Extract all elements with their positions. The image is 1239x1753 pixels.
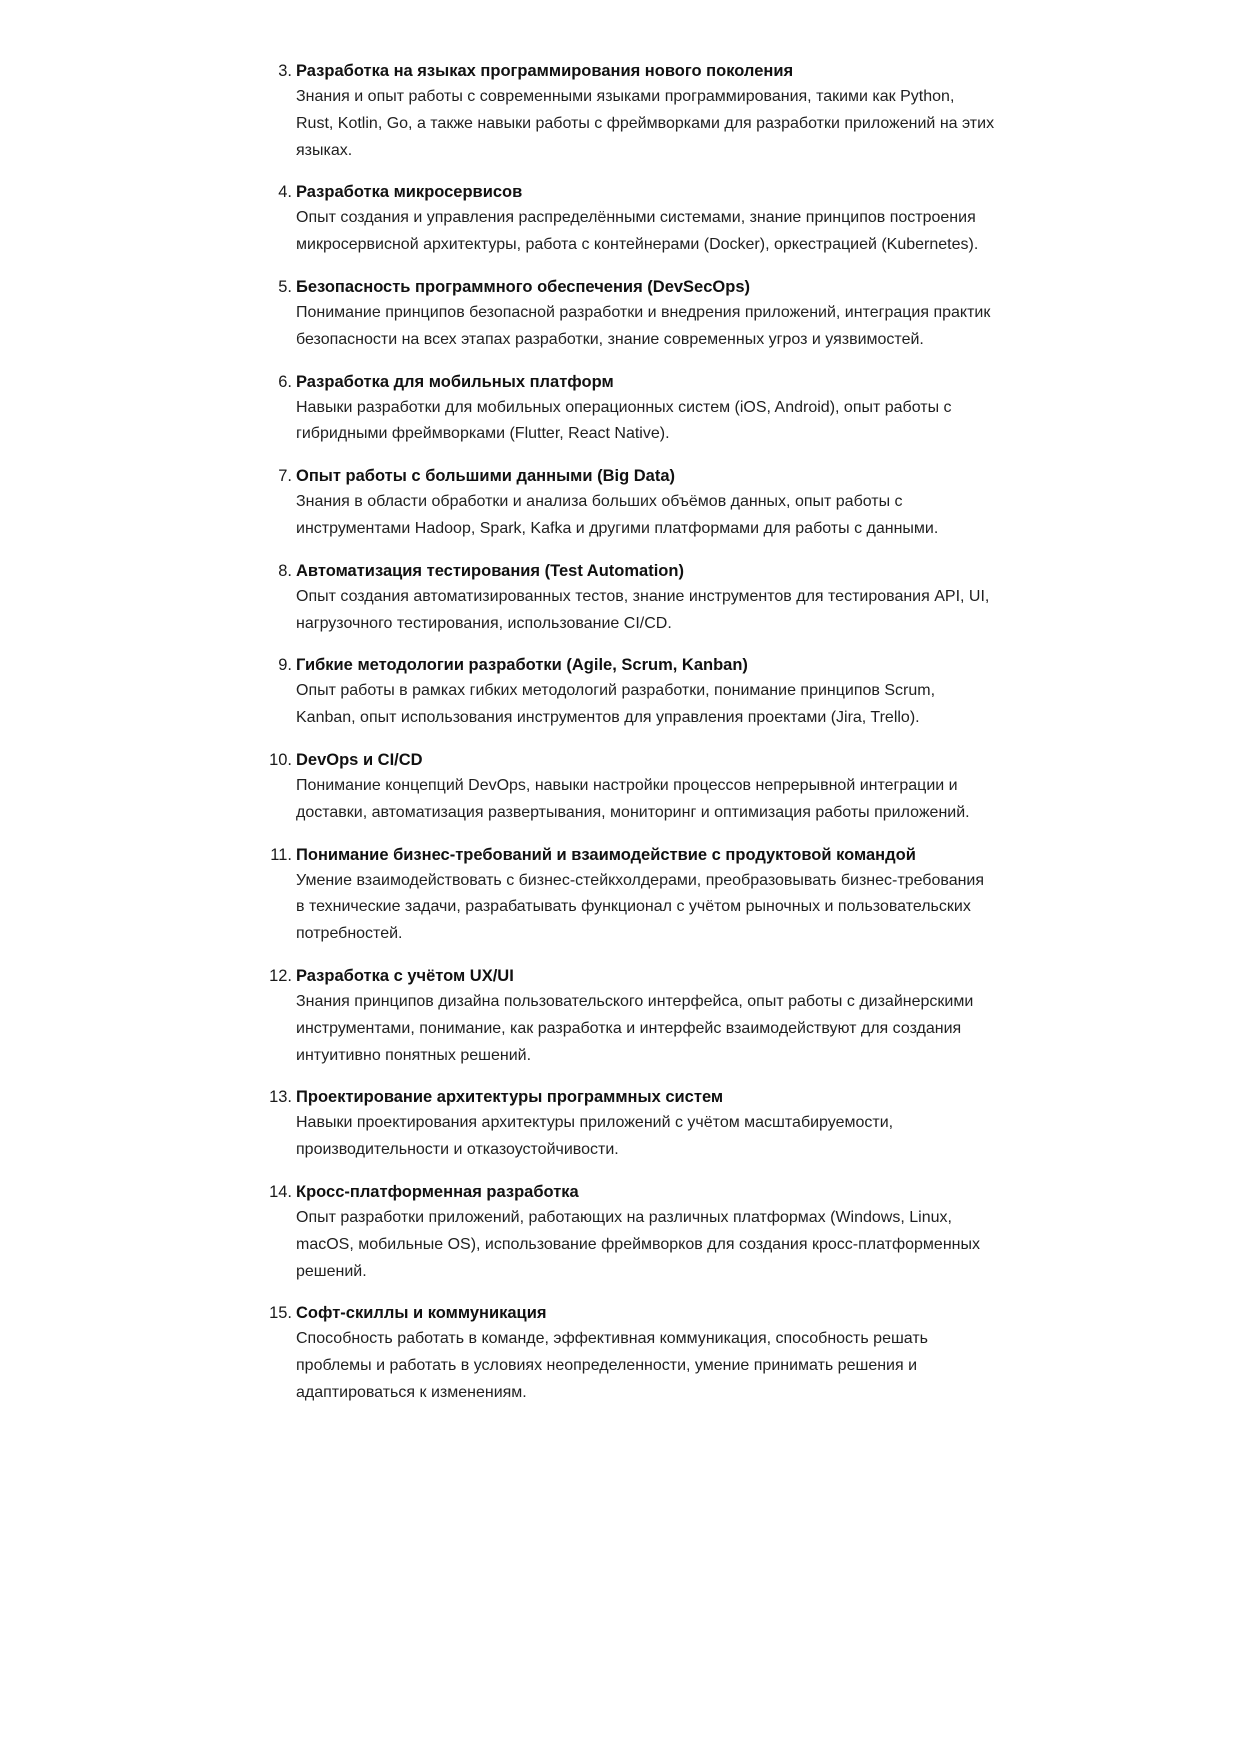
item-number: 14. [269,1182,292,1201]
item-title: Понимание бизнес-требований и взаимодействие с продуктовой командой [296,845,916,864]
item-title: Опыт работы с большими данными (Big Data) [296,467,676,486]
item-number: 6. [278,372,292,391]
list-item [0,1179,996,1285]
item-title: Разработка с учётом UX/UI [296,966,514,985]
item-description: Знания принципов дизайна пользовательского интерфейса, опыт работы с дизайнерскими инструментами, понимание, как разработка и интерфейс взаимодействуют для создания интуитивно понятных решений. [296,992,974,1064]
item-description: Умение взаимодействовать с бизнес-стейкхолдерами, преобразовывать бизнес-требования в технические задачи, разрабатывать функционал с учётом рыночных и пользовательских потребностей. [296,871,985,943]
numbered-list [0,58,1239,1422]
list-item [0,369,996,449]
item-description: Понимание принципов безопасной разработки и внедрения приложений, интеграция практик безопасности на всех этапах разработки, знание современных угроз и уязвимостей. [296,303,991,348]
item-number: 5. [278,277,292,296]
item-number: 7. [278,467,292,486]
list-item [0,274,996,354]
item-number: 15. [269,1304,292,1323]
item-number: 12. [269,966,292,985]
item-title: Проектирование архитектуры программных систем [296,1088,724,1107]
item-description: Способность работать в команде, эффективная коммуникация, способность решать проблемы и работать в условиях неопределенности, умение принимать решения и адаптироваться к изменениям. [296,1330,929,1401]
item-number: 8. [278,561,292,580]
item-title: Кросс-платформенная разработка [296,1182,579,1201]
item-description: Навыки проектирования архитектуры приложений с учётом масштабируемости, производительности и отказоустойчивости. [296,1114,894,1159]
item-number: 10. [269,750,292,769]
item-description: Понимание концепций DevOps, навыки настройки процессов непрерывной интеграции и доставки, автоматизация развертывания, мониторинг и оптимизация работы приложений. [296,776,970,821]
item-description: Знания в области обработки и анализа больших объёмов данных, опыт работы с инструментами Hadoop, Spark, Kafka и другими платформами для работы с данными. [296,493,939,537]
item-title: Разработка на языках программирования нового поколения [296,62,794,80]
list-item [0,747,996,827]
item-title: DevOps и CI/CD [296,750,423,769]
list-item [0,842,996,948]
item-description: Навыки разработки для мобильных операционных систем (iOS, Android), опыт работы с гибридными фреймворками (Flutter, React Native). [296,398,952,443]
item-title: Софт-скиллы и коммуникация [296,1304,547,1323]
item-title: Гибкие методологии разработки (Agile, Scrum, Kanban) [296,656,748,675]
list-item [0,558,996,638]
item-number: 4. [278,183,292,202]
item-description: Опыт разработки приложений, работающих на различных платформах (Windows, Linux, macOS, мобильные OS), использование фреймворков для создания кросс-платформенных решений. [296,1208,980,1280]
item-title: Безопасность программного обеспечения (DevSecOps) [296,277,750,296]
item-number: 13. [269,1088,292,1107]
list-item [0,58,996,164]
list-item [0,179,996,259]
item-number: 9. [278,656,292,675]
item-title: Разработка микросервисов [296,183,523,202]
list-item [0,463,996,543]
list-item [0,1300,996,1406]
list-item [0,963,996,1069]
item-description: Опыт создания автоматизированных тестов, знание инструментов для тестирования API, UI, нагрузочного тестирования, использование CI/CD. [296,587,990,632]
item-description: Знания и опыт работы с современными языками программирования, такими как Python, Rust, Kotlin, Go, а также навыки работы с фреймворками для разработки приложений на этих языках. [296,88,995,159]
item-description: Опыт работы в рамках гибких методологий разработки, понимание принципов Scrum, Kanban, опыт использования инструментов для управления проектами (Jira, Trello). [296,682,936,727]
item-number: 3. [278,62,292,80]
list-item [0,652,996,732]
item-number: 11. [270,845,292,864]
item-description: Опыт создания и управления распределёнными системами, знание принципов построения микросервисной архитектуры, работа с контейнерами (Docker), оркестрацией (Kubernetes). [296,209,979,254]
item-title: Разработка для мобильных платформ [296,372,614,391]
item-title: Автоматизация тестирования (Test Automation) [296,561,684,580]
list-item [0,1084,996,1164]
